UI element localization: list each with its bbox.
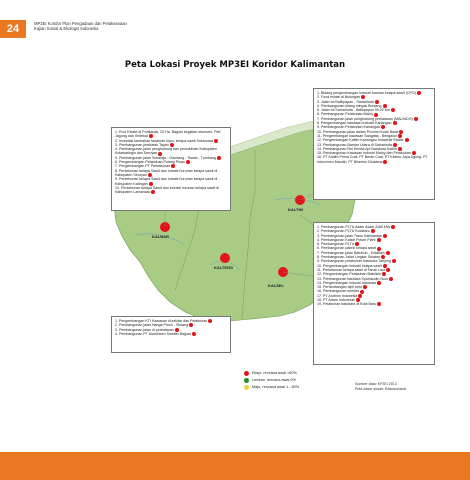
project-item: 8. Perkebunan kelapa Sawit dan Industri turunan kelapa sawit di Kabupaten Seruyan	[115, 168, 218, 177]
project-list-kalsel	[313, 222, 435, 365]
legend-label: Lembar, rencana awal 0%	[252, 378, 296, 382]
status-dot-icon	[371, 229, 375, 233]
source-line2: Peta dasar sudah: Bakosurtanal	[355, 386, 407, 391]
project-item: 2. Investasi tambahan tanaman kayu, kelapa sawit Sukamara	[115, 139, 227, 143]
project-item: 5. Pembangunan PLTU	[317, 242, 431, 246]
legend-item	[244, 370, 299, 377]
project-item: 11. Pengembangan kawasan Sangatta - Bengalon	[317, 134, 431, 138]
status-dot-icon	[383, 160, 387, 164]
project-item: 6. Pembangunan Pelabuhan Maloy	[317, 112, 431, 116]
project-item: 18. PT Adaro Indonesia	[317, 298, 431, 302]
project-item: 19. Pelabuhan batubara di Kota Baru	[317, 302, 431, 306]
project-item: 14. Pengembangan industri batubara	[317, 281, 431, 285]
legend-item	[244, 384, 299, 391]
province-label-kaltim: KALTIM	[288, 207, 303, 212]
status-dot-icon	[377, 247, 381, 251]
legend-dot-icon	[244, 371, 249, 376]
legend-dot-icon	[244, 378, 249, 383]
status-dot-icon	[192, 332, 196, 336]
project-item: 1. Pembangunan PLTU Asam Asam 2x65 MW	[317, 225, 431, 229]
project-item: 4. Pembangunan jalan penghubung dan pemukiman Kabupaten Kotawaringin dan Seruyan	[115, 147, 217, 156]
project-item: 16. Pembangunan smelter	[317, 289, 431, 293]
project-item: 15. Pembangunan Kawasan Industri Maloy dan Pelabuhan	[317, 151, 431, 155]
province-label-kalsel: KALSEL	[268, 283, 284, 288]
project-list-kalbar	[111, 316, 231, 353]
project-item: 3. Pembangunan jembatan Tayan	[115, 143, 227, 147]
project-item: 5. Jalan tol Samarinda - Balikpapan 99,02 Km	[317, 108, 431, 112]
status-dot-icon	[186, 160, 190, 164]
status-dot-icon	[386, 251, 390, 255]
project-item: 10. Pembangunan jalan dalam Provinsi Kutai Barat	[317, 130, 431, 134]
project-item: 9. Perkebunan kelapa Sawit dan Industri turunan kelapa sawit di Kabupaten Katingan	[115, 177, 218, 186]
status-dot-icon	[214, 139, 218, 143]
project-item: 9. Pembangunan Pelabuhan Kariangau	[317, 125, 431, 129]
status-dot-icon	[377, 238, 381, 242]
status-dot-icon	[391, 225, 395, 229]
project-item: 1. Pengembangan KTI Kawasan di sekitar dan Pelabuhan	[115, 319, 227, 323]
status-dot-icon	[392, 259, 396, 263]
project-item: 1. Pool Estate di Pontianak, 20 Ha. Bagian kegiatan ekonomi, Peti. Jagung dan Vedekai	[115, 130, 222, 139]
status-dot-icon	[360, 290, 364, 294]
project-item: 2. Food estate di Bulungan	[317, 95, 431, 99]
status-dot-icon	[374, 113, 378, 117]
project-item: 2. Pembangunan PLTU Kotabaru	[317, 229, 431, 233]
project-item: 3. Pembangunan jalan Trans Kalimantan	[317, 234, 431, 238]
province-label-kalbar: KALBAR	[152, 234, 169, 239]
map-title: Peta Lokasi Proyek MP3EI Koridor Kalimantan	[124, 60, 346, 70]
status-dot-icon	[208, 319, 212, 323]
project-item: 7. Pembangunan jalan Batulicin - Kotabaru	[317, 251, 431, 255]
status-dot-icon	[151, 190, 155, 194]
project-item: 6. Pembangunan pabrik kelapa sawit	[317, 246, 431, 250]
project-list-kaltim	[313, 88, 435, 200]
running-header-line1: MP3EI Koridor Plan Pengadaan dan Pelaksanaan	[34, 21, 127, 26]
project-item: 13. Pembangunan Bandar Udara di Samarinda	[317, 143, 431, 147]
project-item: 1. Bidang pengembangan industri turunan kelapa sawit (CPO)	[317, 91, 431, 95]
running-header-line2: Kajian Sosial & Ekologis Indonesia	[34, 26, 99, 31]
project-item: 7. Pengembangan PT Perkebunan	[115, 164, 227, 168]
province-label-kalteng: KALTENG	[214, 265, 234, 270]
project-item: 8. Pengembangan kawasan industri Kariangau	[317, 121, 431, 125]
map-legend	[244, 370, 299, 391]
project-item: 3. Pembangunan jalan di perbatasan	[115, 328, 227, 332]
status-dot-icon	[393, 121, 397, 125]
status-dot-icon	[361, 95, 365, 99]
status-dot-icon	[417, 91, 421, 95]
status-dot-icon	[217, 156, 221, 160]
status-dot-icon	[383, 234, 387, 238]
project-item: 13. Pembangunan bandara Syamsudin Noor	[317, 277, 431, 281]
source-note	[355, 382, 406, 391]
project-marker-kalteng	[220, 253, 230, 263]
project-list-kalteng	[111, 127, 231, 211]
legend-label: Maju, rencana awal 1 - 80%	[252, 385, 300, 389]
status-dot-icon	[377, 281, 381, 285]
status-dot-icon	[158, 152, 162, 156]
legend-item	[244, 377, 299, 384]
project-item: 16. PT Kaltim Prima Coal, PT Berau Coal, PT Kideco Jaya Agung, PT Indominco Mandiri, PT Bharinto Ekatama	[317, 155, 428, 164]
project-item: 9. Pembangunan pelabuhan batubara Tanjung	[317, 259, 431, 263]
project-item: 4. Pembangunan kilang minyak Bontang	[317, 104, 431, 108]
status-dot-icon	[414, 117, 418, 121]
source-line1: Sumber data: KP3EI 2013	[355, 382, 397, 386]
status-dot-icon	[377, 302, 381, 306]
project-item: 12. Pengembangan Kaltim Kariangau Industrial Estate	[317, 138, 431, 142]
status-dot-icon	[405, 138, 409, 142]
status-dot-icon	[389, 277, 393, 281]
project-item: 14. Pembangunan Rel Kereta Api Batubara Kaltim	[317, 147, 431, 151]
project-item: 10. Pengembangan industri kelapa sawit	[317, 264, 431, 268]
status-dot-icon	[171, 164, 175, 168]
status-dot-icon	[189, 323, 193, 327]
project-item: 17. PT Arutmin Indonesia	[317, 294, 431, 298]
project-item: 8. Pembangunan Jalan Lingkar Selatan	[317, 255, 431, 259]
project-item: 2. Pembangunan jalan Nanga Pinoh - Sintang	[115, 323, 227, 327]
project-item: 15. Pertambangan bijih besi	[317, 285, 431, 289]
project-item: 5. Pembangunan jalan Sukaraja - Gandang - Tewah - Tumbang	[115, 156, 227, 160]
status-dot-icon	[386, 268, 390, 272]
page-footer-band	[0, 452, 470, 480]
project-item: 7. Pembangunan jalan penghubung perbatasan (MALINDO)	[317, 117, 431, 121]
project-item: 3. Jalan tol Balikpapan - Samarinda	[317, 100, 431, 104]
project-item: 12. Pengembangan Pelabuhan Batulicin	[317, 272, 431, 276]
page-number: 24	[0, 20, 26, 38]
project-item: 6. Pengembangan Pelabuhan Pulang Pisau	[115, 160, 227, 164]
status-dot-icon	[382, 272, 386, 276]
legend-dot-icon	[244, 385, 249, 390]
legend-label: Ekspl. rencana awal >80%	[252, 371, 297, 375]
status-dot-icon	[391, 108, 395, 112]
project-item: 4. Pembangunan PT Aluminium Smelter Bagian	[115, 332, 227, 336]
status-dot-icon	[381, 125, 385, 129]
project-item: 11. Perkebunan kelapa sawit di Tanah Laut	[317, 268, 431, 272]
project-item: 10. Perkebunan kelapa Sawit dan industri turunan kelapa sawit di Kabupaten Lamandau	[115, 185, 220, 195]
status-dot-icon	[149, 134, 153, 138]
project-item: 4. Pembangunan Kalsel Power Plant	[317, 238, 431, 242]
